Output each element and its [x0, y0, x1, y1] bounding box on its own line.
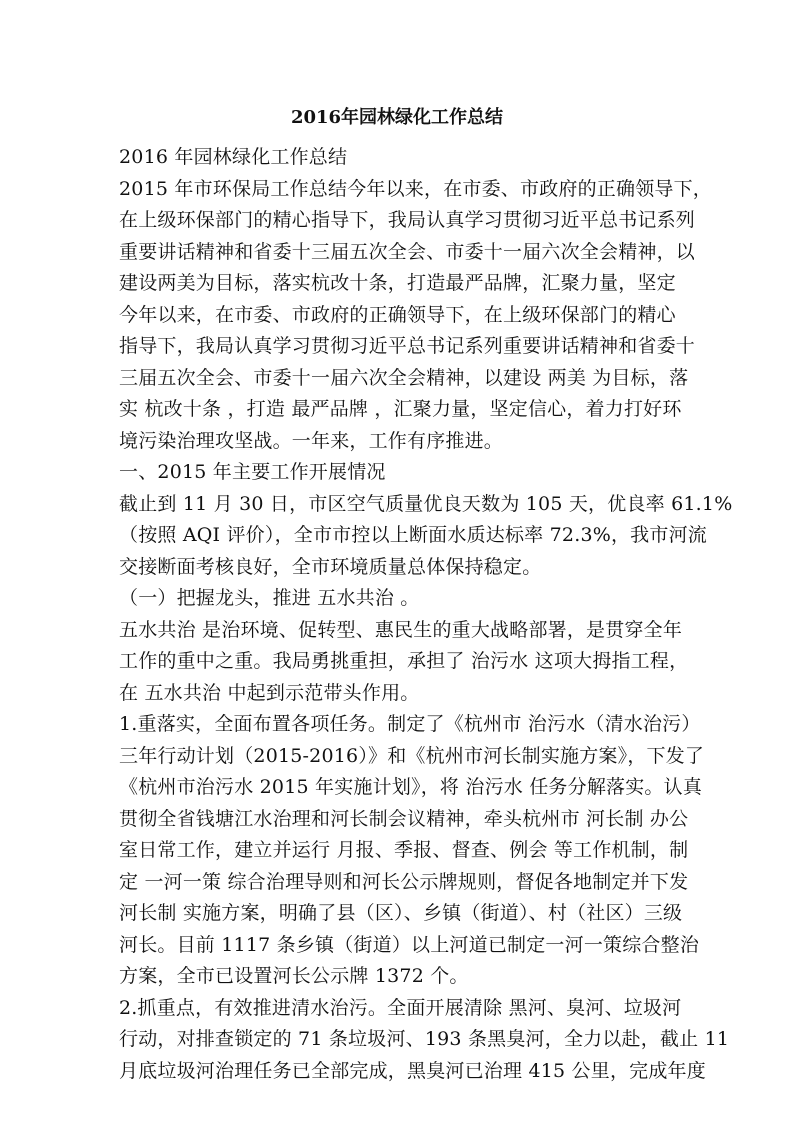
body-line: 方案，全市已设置河长公示牌 1372 个。: [119, 965, 469, 987]
body-line: 2.抓重点，有效推进清水治污。全面开展清除 黑河、臭河、垃圾河: [119, 996, 682, 1019]
body-line: 工作的重中之重。我局勇挑重担，承担了 治污水 这项大拇指工程，: [119, 650, 689, 672]
body-line: 指导下，我局认真学习贯彻习近平总书记系列重要讲话精神和省委十: [119, 335, 696, 357]
body-line: 五水共治 是治环境、促转型、惠民生的重大战略部署，是贯穿全年: [119, 618, 683, 641]
document-body: [119, 142, 733, 1087]
body-line: 截止到 11 月 30 日，市区空气质量优良天数为 105 天，优良率 61.1%: [119, 492, 733, 515]
body-line: 今年以来，在市委、市政府的正确领导下，在上级环保部门的精心: [119, 303, 676, 326]
body-line: 贯彻全省钱塘江水治理和河长制会议精神，牵头杭州市 河长制 办公: [119, 807, 689, 830]
body-line: 定 一河一策 综合治理导则和河长公示牌规则，督促各地制定并下发: [119, 870, 689, 893]
body-line: 河长。目前 1117 条乡镇（街道）以上河道已制定一河一策综合整治: [119, 933, 700, 956]
body-line: （按照 AQI 评价），全市市控以上断面水质达标率 72.3%，我市河流: [119, 524, 707, 546]
document-title: 2016年园林绿化工作总结: [290, 107, 504, 128]
body-line: 行动，对排查锁定的 71 条垃圾河、193 条黑臭河，全力以赴，截止 11: [119, 1028, 730, 1050]
subsection-heading: （一）把握龙头，推进 五水共治 。: [119, 587, 420, 609]
body-line: 境污染治理攻坚战。一年来，工作有序推进。: [119, 429, 504, 452]
body-line: 河长制 实施方案，明确了县（区）、乡镇（街道）、村（社区）三级: [119, 902, 683, 924]
body-line: 在 五水共治 中起到示范带头作用。: [119, 681, 420, 704]
body-line: 2016 年园林绿化工作总结: [119, 146, 348, 168]
body-line: 1.重落实，全面布置各项任务。制定了《杭州市 治污水（清水治污）: [119, 713, 701, 735]
body-line: 建设两美为目标，落实杭改十条，打造最严品牌，汇聚力量，坚定: [119, 272, 676, 294]
body-line: 重要讲话精神和省委十三届五次全会、市委十一届六次全会精神，以: [119, 240, 696, 263]
body-line: 三届五次全会、市委十一届六次全会精神，以建设 两美 为目标，落: [119, 366, 689, 389]
body-line: 实 杭改十条 ，打造 最严品牌 ，汇聚力量，坚定信心，着力打好环: [119, 398, 682, 420]
body-line: 在上级环保部门的精心指导下，我局认真学习贯彻习近平总书记系列: [119, 209, 696, 231]
section-heading: 一、2015 年主要工作开展情况: [119, 461, 386, 483]
body-line: 交接断面考核良好，全市环境质量总体保持稳定。: [119, 555, 542, 578]
body-line: 《杭州市治污水 2015 年实施计划》，将 治污水 任务分解落实。认真: [119, 776, 703, 798]
body-line: 2015 年市环保局工作总结今年以来，在市委、市政府的正确领导下，: [119, 177, 712, 200]
body-line: 室日常工作，建立并运行 月报、季报、督查、例会 等工作机制，制: [119, 839, 689, 861]
body-line: 月底垃圾河治理任务已全部完成，黑臭河已治理 415 公里，完成年度: [119, 1059, 706, 1082]
body-line: 三年行动计划（2015-2016）》和《杭州市河长制实施方案》，下发了: [119, 744, 705, 767]
